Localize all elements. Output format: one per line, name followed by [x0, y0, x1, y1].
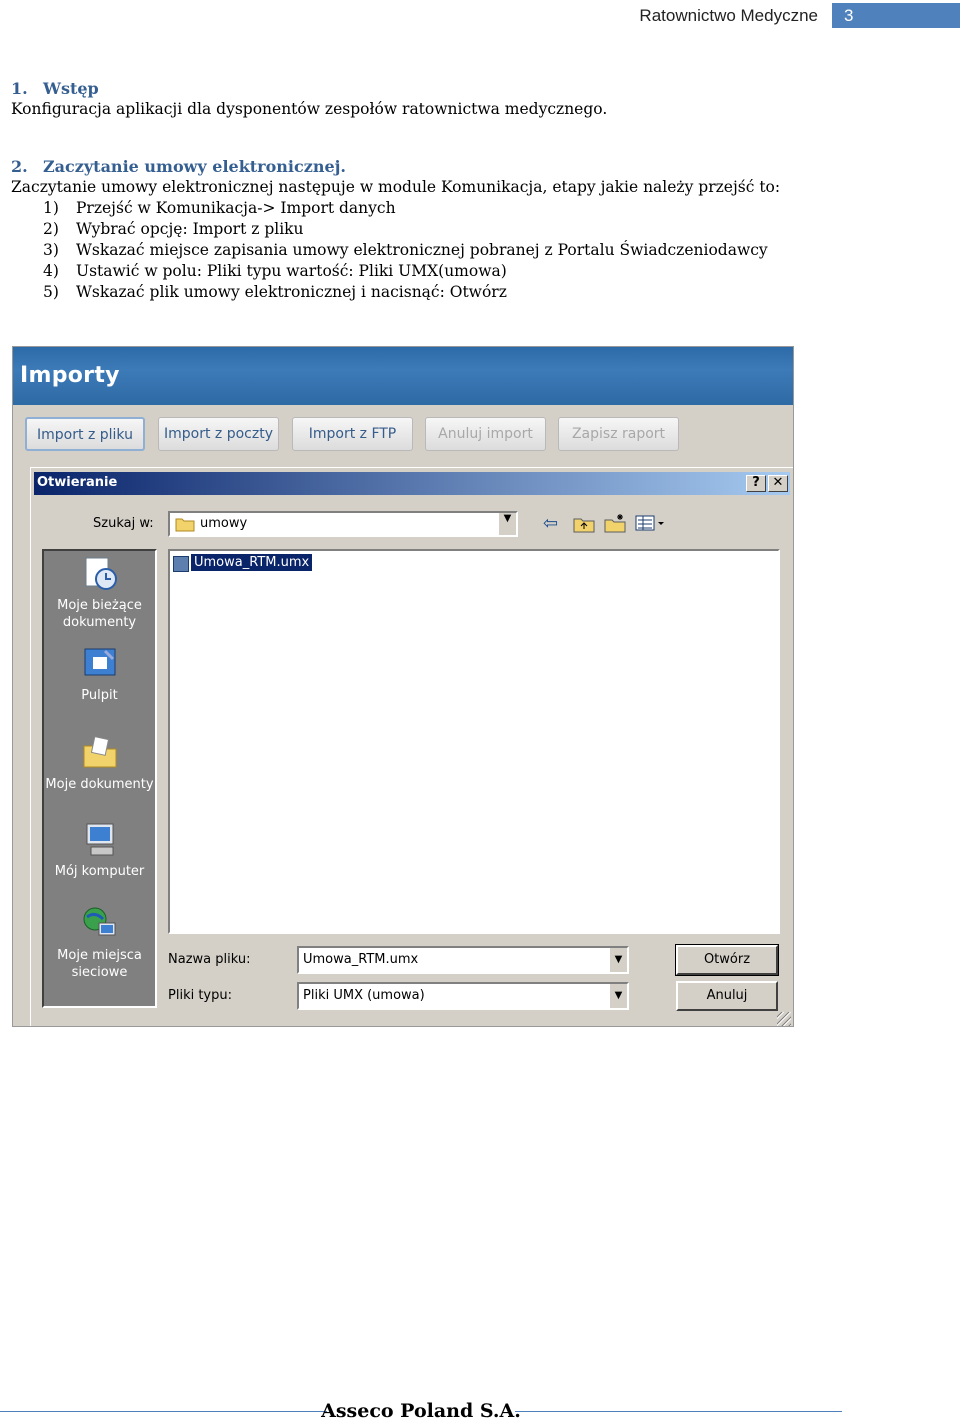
dropdown-arrow-icon[interactable]: ▼ — [609, 984, 627, 1008]
place-recent-documents[interactable] — [44, 555, 155, 631]
desktop-icon — [81, 645, 119, 683]
step-number: 1) — [43, 199, 59, 217]
header-title: Ratownictwo Medyczne — [639, 6, 818, 25]
app-title: Importy — [20, 363, 120, 388]
step-text: Przejść w Komunikacja-> Import danych — [76, 199, 396, 217]
look-in-dropdown[interactable] — [168, 511, 518, 537]
open-button[interactable]: Otwórz — [676, 945, 778, 975]
step-number: 5) — [43, 283, 59, 301]
page-number-badge — [832, 3, 960, 28]
place-network-places[interactable] — [44, 905, 155, 981]
place-label: Moje dokumenty — [45, 777, 154, 792]
my-computer-icon — [81, 821, 119, 859]
place-label: Moje miejsca sieciowe — [57, 948, 142, 980]
open-file-dialog — [30, 467, 794, 1027]
footer-company: Asseco Poland S.A. — [321, 1400, 521, 1422]
look-in-value: umowy — [200, 516, 248, 531]
section-2-text: Zaczytanie umowy elektronicznej następuje w module Komunikacja, etapy jakie należy przejść to: — [11, 178, 781, 196]
file-type-label: Pliki typu: — [168, 988, 232, 1003]
place-label: Mój komputer — [54, 864, 145, 879]
section-2-title: Zaczytanie umowy elektronicznej. — [43, 157, 346, 176]
my-documents-icon — [81, 734, 119, 772]
steps-list — [11, 198, 941, 303]
up-folder-icon[interactable] — [573, 515, 595, 533]
step-text: Wskazać plik umowy elektronicznej i nacisnąć: Otwórz — [76, 283, 507, 301]
file-name-value: Umowa_RTM.umx — [303, 952, 419, 967]
resize-grip-icon[interactable] — [777, 1012, 791, 1026]
place-my-documents[interactable] — [44, 734, 155, 793]
section-1-title: Wstęp — [43, 79, 99, 98]
dialog-title: Otwieranie — [37, 475, 118, 490]
place-desktop[interactable] — [44, 645, 155, 704]
dropdown-arrow-icon[interactable]: ▼ — [498, 513, 516, 535]
file-name: Umowa_RTM.umx — [191, 554, 312, 571]
import-from-ftp-button[interactable]: Import z FTP — [292, 417, 413, 451]
import-from-mail-button[interactable]: Import z poczty — [158, 417, 279, 451]
step-item — [11, 282, 941, 303]
step-number: 3) — [43, 241, 59, 259]
section-2-heading — [11, 156, 941, 177]
folder-icon — [175, 516, 195, 532]
recent-documents-icon — [81, 555, 119, 593]
page-number: 3 — [844, 6, 854, 25]
file-list[interactable] — [168, 549, 780, 934]
cancel-import-button[interactable]: Anuluj import — [425, 417, 546, 451]
network-places-icon — [81, 905, 119, 943]
places-bar — [42, 549, 157, 1008]
page-header — [0, 0, 960, 34]
import-from-file-button[interactable]: Import z pliku — [25, 417, 145, 451]
place-label: Moje bieżące dokumenty — [57, 598, 142, 630]
cancel-button[interactable]: Anuluj — [676, 981, 778, 1011]
view-menu-icon[interactable] — [635, 515, 665, 531]
new-folder-icon[interactable] — [604, 513, 626, 533]
dialog-titlebar — [34, 472, 790, 495]
file-type-select[interactable] — [297, 982, 629, 1010]
imports-screenshot — [12, 346, 794, 1027]
close-button[interactable]: ✕ — [768, 475, 788, 492]
step-text: Wybrać opcję: Import z pliku — [76, 220, 304, 238]
step-item — [11, 261, 941, 282]
step-item — [11, 198, 941, 219]
step-item — [11, 240, 941, 261]
step-text: Wskazać miejsce zapisania umowy elektronicznej pobranej z Portalu Świadczeniodawcy — [76, 241, 768, 259]
section-1-number: 1. — [11, 79, 28, 98]
section-1-heading — [11, 78, 941, 99]
help-button[interactable]: ? — [746, 475, 766, 492]
step-item — [11, 219, 941, 240]
save-report-button[interactable]: Zapisz raport — [558, 417, 679, 451]
place-my-computer[interactable] — [44, 821, 155, 880]
back-icon[interactable]: ⇦ — [543, 513, 559, 534]
place-label: Pulpit — [81, 688, 118, 703]
step-number: 2) — [43, 220, 59, 238]
look-in-label: Szukaj w: — [93, 516, 154, 531]
section-2-number: 2. — [11, 157, 28, 176]
section-1-text: Konfiguracja aplikacji dla dysponentów zespołów ratownictwa medycznego. — [11, 100, 608, 118]
file-name-input[interactable] — [297, 946, 629, 974]
app-titlebar — [13, 347, 793, 405]
file-icon — [173, 556, 189, 572]
file-type-value: Pliki UMX (umowa) — [303, 988, 425, 1003]
dropdown-arrow-icon[interactable]: ▼ — [609, 948, 627, 972]
step-number: 4) — [43, 262, 59, 280]
document-body — [11, 78, 941, 303]
step-text: Ustawić w polu: Pliki typu wartość: Pliki UMX(umowa) — [76, 262, 507, 280]
file-name-label: Nazwa pliku: — [168, 952, 251, 967]
